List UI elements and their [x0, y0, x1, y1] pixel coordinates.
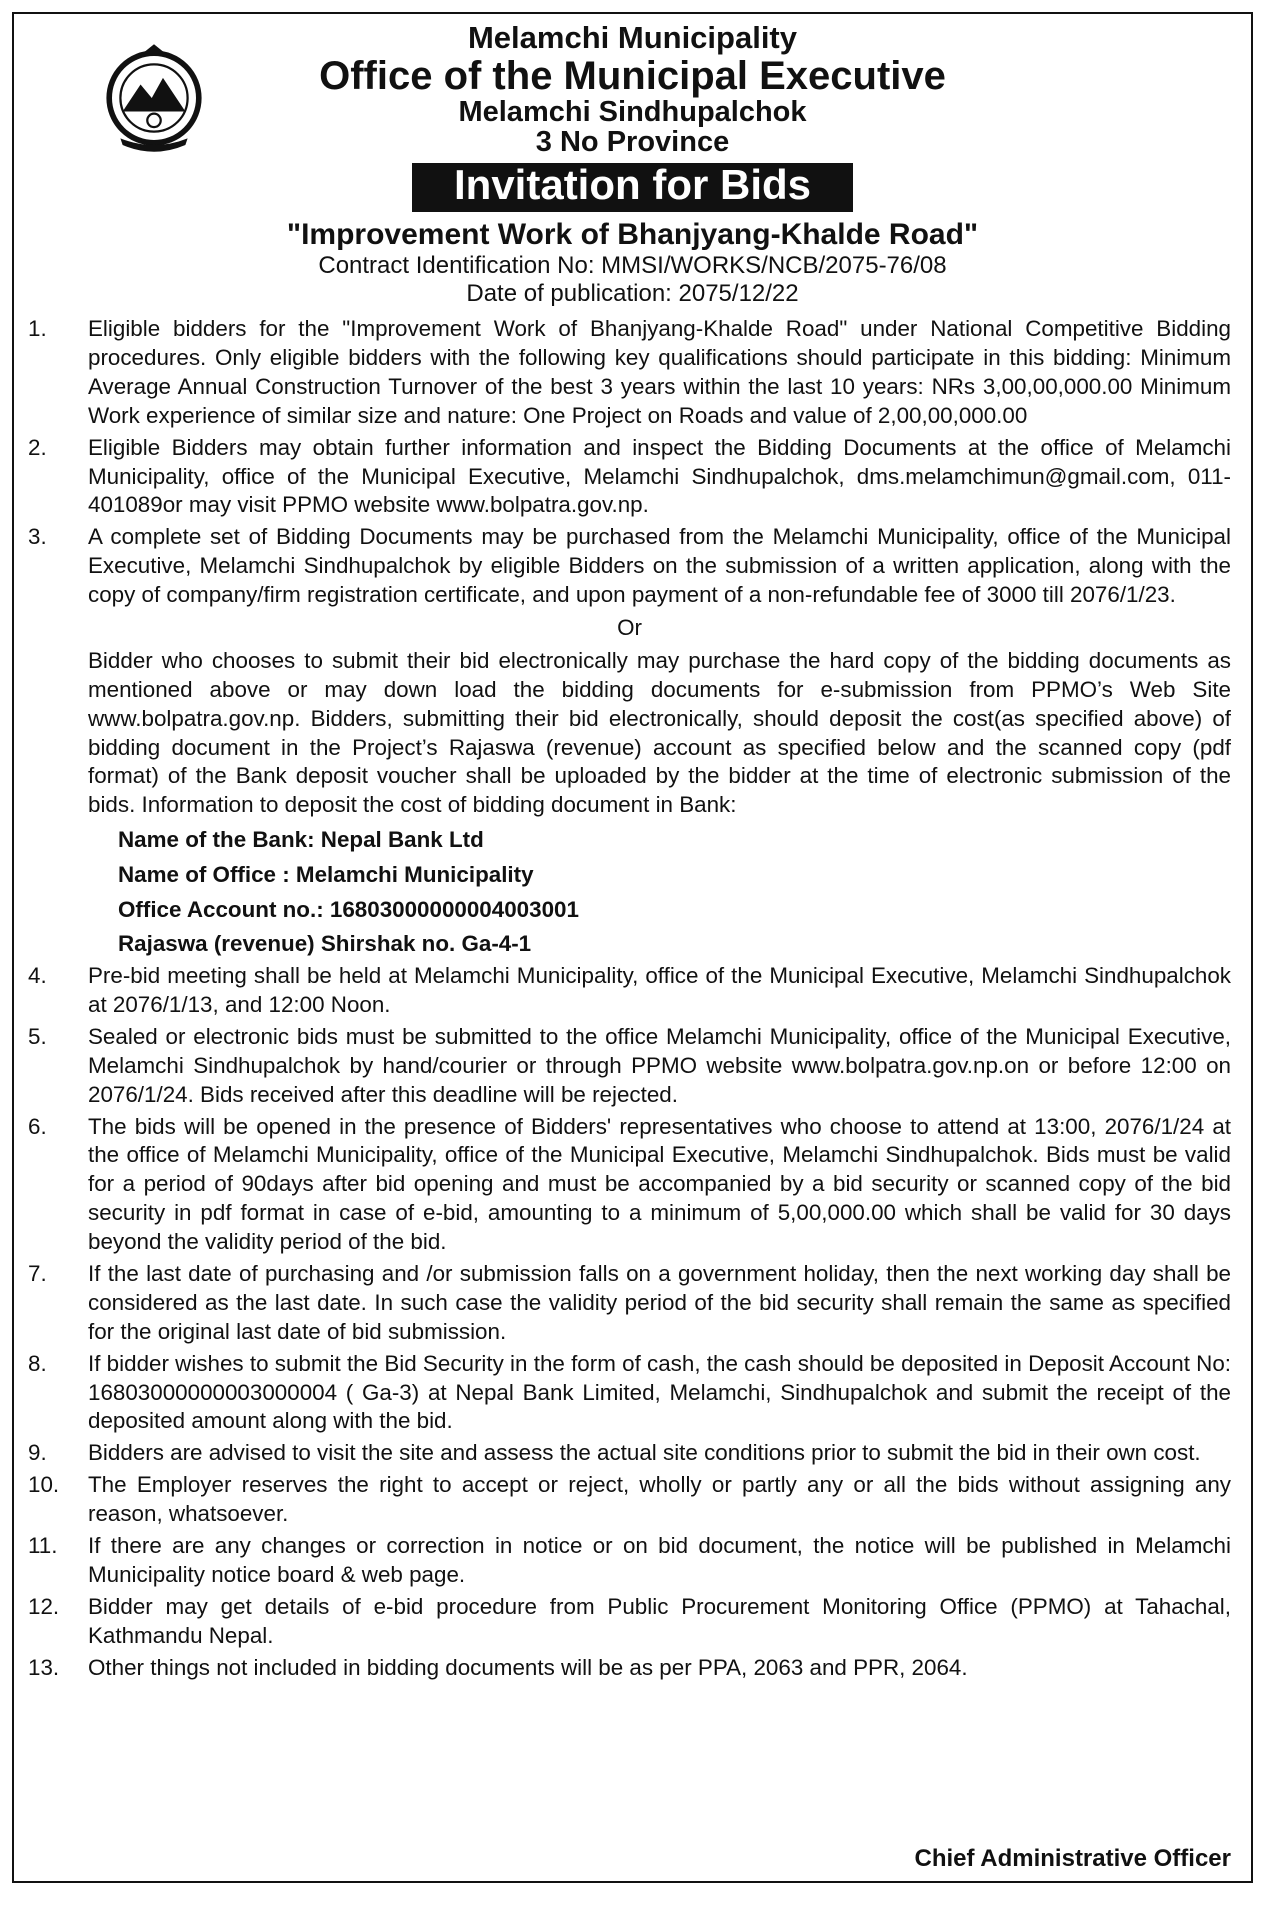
clauses-list: [28, 315, 1231, 1682]
bank-details: [118, 823, 1231, 962]
bank-name: Name of the Bank: Nepal Bank Ltd: [118, 827, 484, 853]
contract-id: Contract Identification No: MMSI/WORKS/NCB/2075-76/08: [318, 251, 947, 279]
project-subject: "Improvement Work of Bhanjyang-Khalde Road": [286, 217, 979, 251]
province: 3 No Province: [535, 125, 730, 158]
list-item: 13. Other things not included in bidding documents will be as per PPA, 2063 and PPR, 2064.: [28, 1654, 968, 1680]
list-item: 1. Eligible bidders for the "Improvement Work of Bhanjyang-Khalde Road" under National Competitive Bidding procedures. Only eligible bidders with the following key qualifications should participate in this bidding: Minimum Average Annual Construction Turnover of the best 3 years within the last 10 years: NRs 3,00,00,000.00 Minimum Work experience of similar size and nature: One Project on Roads and value of 2,00,00,000.00: [28, 316, 1231, 428]
list-item: 2. Eligible Bidders may obtain further information and inspect the Bidding Documents at the office of Melamchi Municipality, office of the Municipal Executive, Melamchi Sindhupalchok, dms.melamchimun@gmail.com, 011-401089or may visit PPMO website www.bolpatra.gov.np.: [28, 434, 1231, 518]
list-item: 11. If there are any changes or correction in notice or on bid document, the notice will be published in Melamchi Municipality notice board & web page.: [28, 1533, 1231, 1587]
notice-banner: Invitation for Bids: [412, 163, 853, 211]
bank-office: Name of Office : Melamchi Municipality: [118, 861, 534, 887]
nepal-emblem-icon: [98, 42, 210, 154]
list-item: 5. Sealed or electronic bids must be submitted to the office Melamchi Municipality, office of the Municipal Executive, Melamchi Sindhupalchok by hand/courier or through PPMO website www.bolpatra.gov.np.on or before 12:00 on 2076/1/24. Bids received after this deadline will be rejected.: [28, 1023, 1231, 1107]
list-item: 4. Pre-bid meeting shall be held at Melamchi Municipality, office of the Municipal Executive, Melamchi Sindhupalchok at 2076/1/13, and 12:00 Noon.: [28, 963, 1231, 1018]
office-location: Melamchi Sindhupalchok: [458, 95, 807, 128]
signatory: Chief Administrative Officer: [914, 1845, 1231, 1872]
office-name: Office of the Municipal Executive: [319, 53, 946, 98]
list-item: 6. The bids will be opened in the presence of Bidders' representatives who choose to attend at 13:00, 2076/1/24 at the office of Melamchi Municipality, office of the Municipal Executive, Melamchi Sindhupalchok. Bids must be valid for a period of 90days after bid opening and must be accompanied by a bid security or scanned copy of the bid security in pdf format in case of e-bid, amounting to a minimum of 5,00,000.00 which shall be valid for 30 days beyond the validity period of the bid.: [28, 1113, 1231, 1255]
electronic-submission-text: Bidder who chooses to submit their bid electronically may purchase the hard copy of the bidding documents as mentioned above or may down load the bidding documents for e-submission from PPMO’s Web Site www.bolpatra.gov.np. Bidders, submitting their bid electronically, should deposit the cost(as specified above) of bidding document in the Project’s Rajaswa (revenue) account as specified below and the scanned copy (pdf format) of the Bank deposit voucher shall be uploaded by the bidder at the time of electronic submission of the bids. Information to deposit the cost of bidding document in Bank:: [88, 647, 1231, 818]
bank-rajaswa: Rajaswa (revenue) Shirshak no. Ga-4-1: [118, 931, 532, 957]
list-item: 3. A complete set of Bidding Documents may be purchased from the Melamchi Municipality, office of the Municipal Executive, Melamchi Sindhupalchok by eligible Bidders on the submission of a written application, along with the copy of company/firm registration certificate, and upon payment of a non-refundable fee of 3000 till 2076/1/23.: [28, 524, 1231, 608]
bank-account: Office Account no.: 16803000000004003001: [118, 896, 579, 922]
list-item: 9. Bidders are advised to visit the site and assess the actual site conditions prior to submit the bid in their own cost.: [28, 1440, 1201, 1466]
list-item: 10. The Employer reserves the right to accept or reject, wholly or partly any or all the bids without assigning any reason, whatsoever.: [28, 1472, 1231, 1527]
or-separator: Or: [617, 615, 642, 641]
list-item: 12. Bidder may get details of e-bid procedure from Public Procurement Monitoring Office (PPMO) at Tahachal, Kathmandu Nepal.: [28, 1593, 1231, 1648]
publication-date: Date of publication: 2075/12/22: [466, 280, 799, 308]
list-item: 8. If bidder wishes to submit the Bid Security in the form of cash, the cash should be deposited in Deposit Account No: 16803000000003000004 ( Ga-3) at Nepal Bank Limited, Melamchi, Sindhupalchok and submit the receipt of the deposited amount along with the bid.: [28, 1350, 1231, 1434]
notice-page: [12, 12, 1253, 1883]
municipality-name: Melamchi Municipality: [467, 20, 797, 55]
list-item: 7. If the last date of purchasing and /or submission falls on a government holiday, then the next working day shall be considered as the last date. In such case the validity period of the bid security shall remain the same as specified for the original last date of bid submission.: [28, 1261, 1231, 1344]
